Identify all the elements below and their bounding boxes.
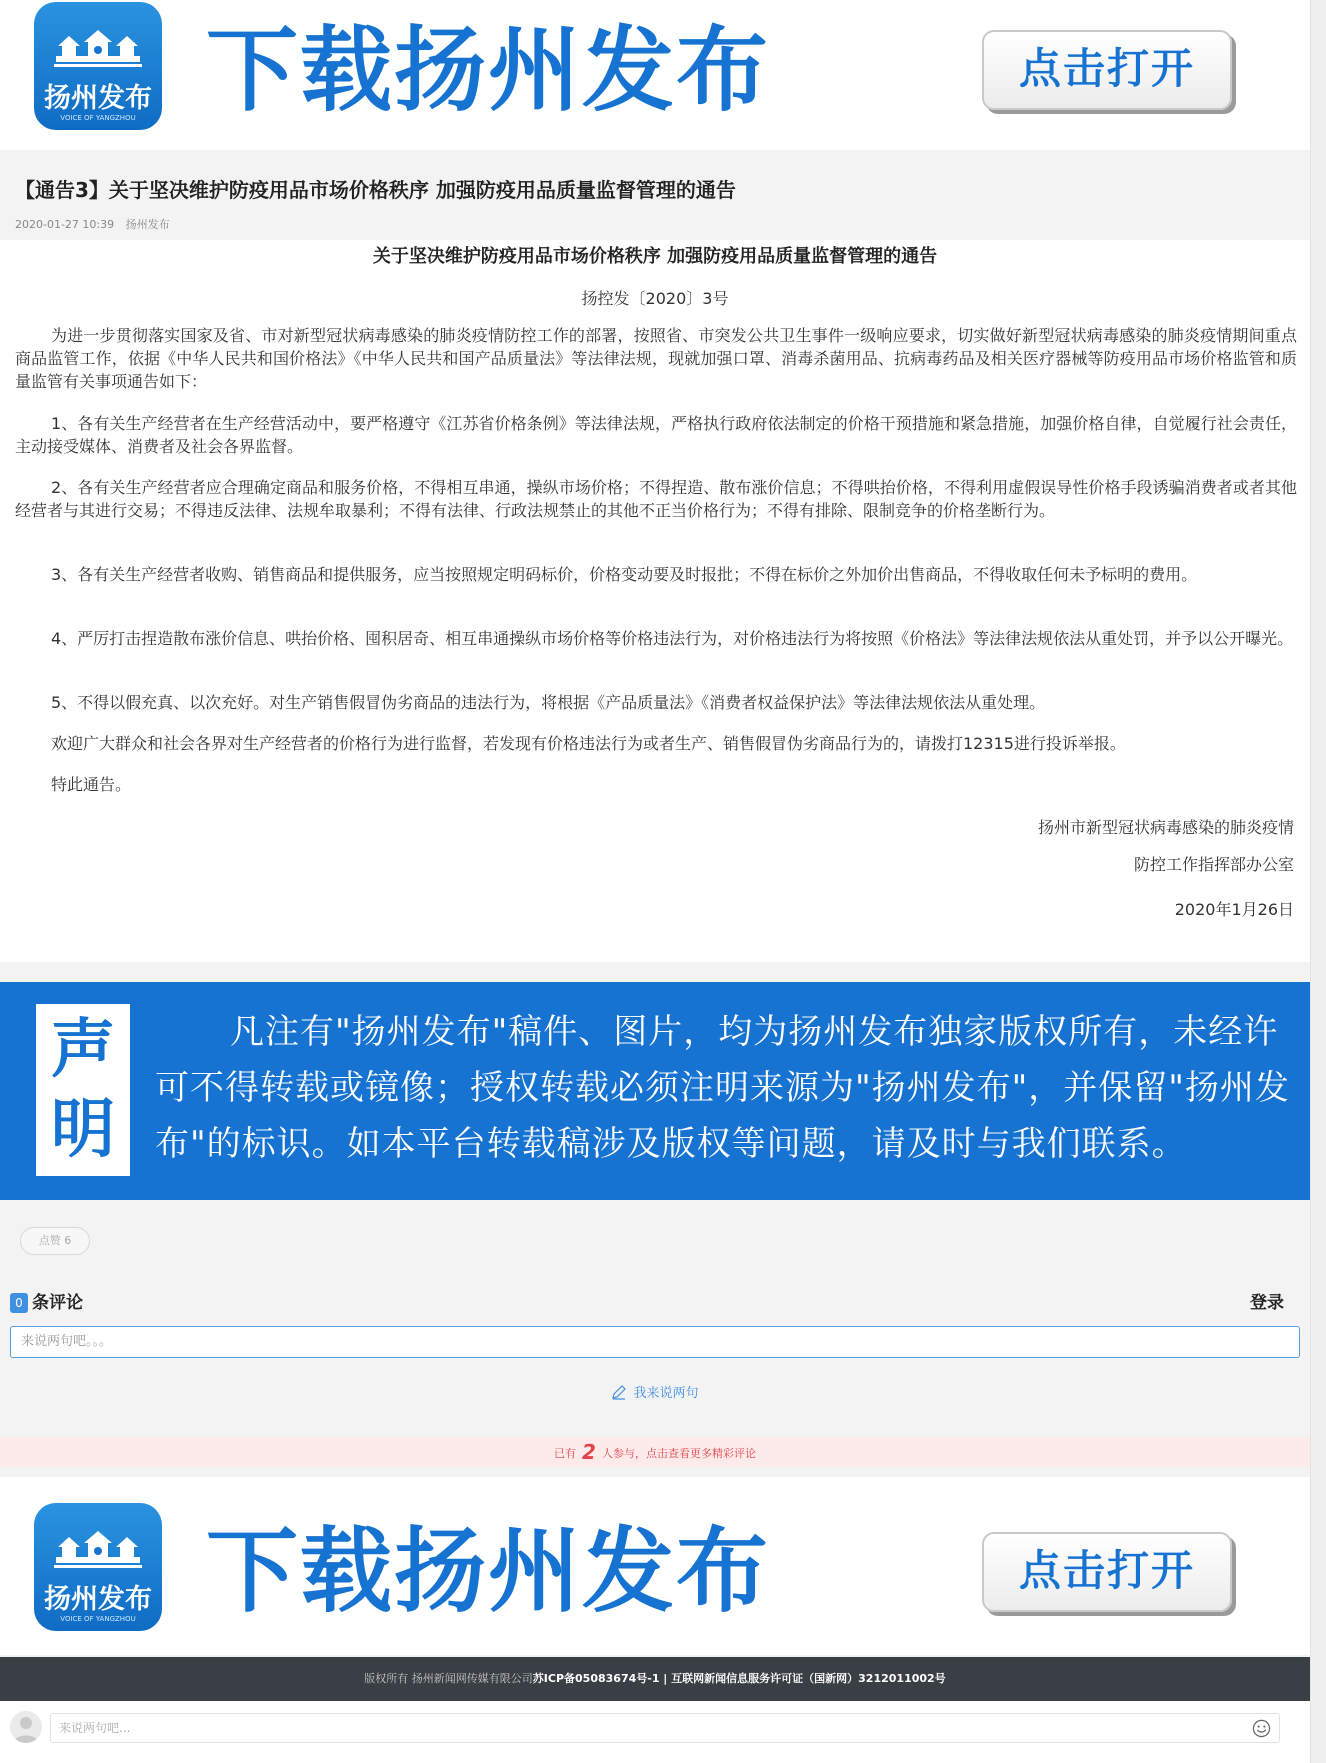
statement-char-1: 声 xyxy=(51,1012,115,1087)
comments-header xyxy=(10,1288,83,1313)
tower-icon xyxy=(52,1527,144,1569)
emoji-icon[interactable] xyxy=(1252,1719,1271,1738)
logo-subtitle: VOICE OF YANGZHOU xyxy=(60,114,136,122)
paragraph-report: 欢迎广大群众和社会各界对生产经营者的价格行为进行监督，若发现有价格违法行为或者生产、销售假冒伪劣商品行为的，请拨打12315进行投诉举报。 xyxy=(51,734,1126,753)
paragraph-item-3: 3、各有关生产经营者收购、销售商品和提供服务，应当按照规定明码标价，价格变动要及时报批；不得在标价之外加价出售商品，不得收取任何未予标明的费用。 xyxy=(51,565,1198,584)
logo-subtitle: VOICE OF YANGZHOU xyxy=(60,1615,136,1623)
article-date: 2020-01-27 10:39 xyxy=(15,218,115,231)
document-number: 扬控发〔2020〕3号 xyxy=(581,289,729,308)
participation-suffix: 人参与，点击查看更多精彩评论 xyxy=(601,1447,756,1460)
article-meta xyxy=(15,216,178,232)
banner-title: 下载扬州发布 xyxy=(206,17,771,124)
banner-title: 下载扬州发布 xyxy=(206,1518,771,1625)
page-scrollbar[interactable] xyxy=(1310,0,1326,1763)
open-app-button[interactable]: 点击打开 xyxy=(982,1532,1232,1612)
open-app-button[interactable]: 点击打开 xyxy=(982,30,1232,110)
login-link[interactable]: 登录 xyxy=(1250,1293,1284,1313)
logo-text: 扬州发布 xyxy=(44,1584,152,1615)
download-banner-bottom[interactable] xyxy=(0,1477,1310,1655)
article-header xyxy=(0,150,1310,240)
tower-icon xyxy=(52,26,144,68)
statement-text: 凡注有"扬州发布"稿件、图片，均为扬州发布独家版权所有，未经许可不得转载或镜像；授权转载必须注明来源为"扬州发布"，并保留"扬州发布"的标识。如本平台转载稿涉及版权等问题，请及时与我们联系。 xyxy=(155,1012,1290,1164)
comments-label: 条评论 xyxy=(32,1293,83,1313)
like-button[interactable]: 点赞 6 xyxy=(20,1227,90,1255)
paragraph-closing: 特此通告。 xyxy=(51,775,132,794)
user-icon xyxy=(10,1711,42,1743)
paragraph-item-1: 1、各有关生产经营者在生产经营活动中，要严格遵守《江苏省价格条例》等法律法规，严格执行政府依法制定的价格干预措施和紧急措施，加强价格自律，自觉履行社会责任，主动接受媒体、消费者及社会各界监督。 xyxy=(15,414,1297,456)
statement-char-2: 明 xyxy=(51,1092,115,1167)
download-banner-top[interactable] xyxy=(0,0,1310,150)
document-title: 关于坚决维护防疫用品市场价格秩序 加强防疫用品质量监督管理的通告 xyxy=(372,246,938,267)
app-logo xyxy=(34,2,162,130)
bottom-comment-bar xyxy=(0,1701,1310,1763)
participation-prefix: 已有 xyxy=(554,1447,577,1460)
bottom-comment-input[interactable]: 来说两句吧... xyxy=(50,1713,1280,1743)
comment-input[interactable]: 来说两句吧。。。 xyxy=(10,1326,1300,1358)
paragraph-item-4: 4、严厉打击捏造散布涨价信息、哄抬价格、囤积居奇、相互串通操纵市场价格等价格违法行为，对价格违法行为将按照《价格法》等法律法规依法从重处罚，并予以公开曝光。 xyxy=(51,629,1294,648)
article-body xyxy=(0,240,1310,962)
write-comment-label: 我来说两句 xyxy=(633,1386,699,1401)
participation-count: 2 xyxy=(582,1440,596,1464)
signature-line-1: 扬州市新型冠状病毒感染的肺炎疫情 xyxy=(1037,818,1294,837)
write-comment-link[interactable] xyxy=(0,1382,1310,1401)
signature-date: 2020年1月26日 xyxy=(1174,900,1294,919)
paragraph-item-5: 5、不得以假充真、以次充好。对生产销售假冒伪劣商品的违法行为，将根据《产品质量法》《消费者权益保护法》等法律法规依法从重处理。 xyxy=(51,693,1046,712)
logo-text: 扬州发布 xyxy=(44,83,152,114)
paragraph-intro: 为进一步贯彻落实国家及省、市对新型冠状病毒感染的肺炎疫情防控工作的部署，按照省、市突发公共卫生事件一级响应要求，切实做好新型冠状病毒感染的肺炎疫情期间重点商品监管工作，依据《中华人民共和国价格法》《中华人民共和国产品质量法》等法律法规，现就加强口罩、消毒杀菌用品、抗病毒药品及相关医疗器械等防疫用品市场价格监管和质量监管有关事项通告如下： xyxy=(15,326,1297,391)
footer-icp[interactable]: 苏ICP备05083674号-1 | 互联网新闻信息服务许可证（国新网）3212011002号 xyxy=(532,1672,946,1685)
comment-count-badge: 0 xyxy=(10,1293,28,1313)
footer-copyright: 版权所有 扬州新闻网传媒有限公司 xyxy=(364,1672,533,1685)
app-logo xyxy=(34,1503,162,1631)
pencil-icon xyxy=(611,1384,627,1400)
article-title: 【通告3】关于坚决维护防疫用品市场价格秩序 加强防疫用品质量监督管理的通告 xyxy=(15,178,736,202)
article-source: 扬州发布 xyxy=(125,218,170,231)
copyright-statement xyxy=(0,982,1310,1200)
signature-line-2: 防控工作指挥部办公室 xyxy=(1133,855,1294,874)
footer xyxy=(0,1657,1310,1701)
avatar xyxy=(10,1711,42,1743)
paragraph-item-2: 2、各有关生产经营者应合理确定商品和服务价格，不得相互串通，操纵市场价格；不得捏造、散布涨价信息；不得哄抬价格，不得利用虚假误导性价格手段诱骗消费者或者其他经营者与其进行交易；不得违反法律、法规牟取暴利；不得有法律、行政法规禁止的其他不正当价格行为；不得有排除、限制竞争的价格垄断行为。 xyxy=(15,478,1297,520)
participation-bar[interactable] xyxy=(0,1437,1310,1467)
statement-label xyxy=(36,1004,130,1176)
